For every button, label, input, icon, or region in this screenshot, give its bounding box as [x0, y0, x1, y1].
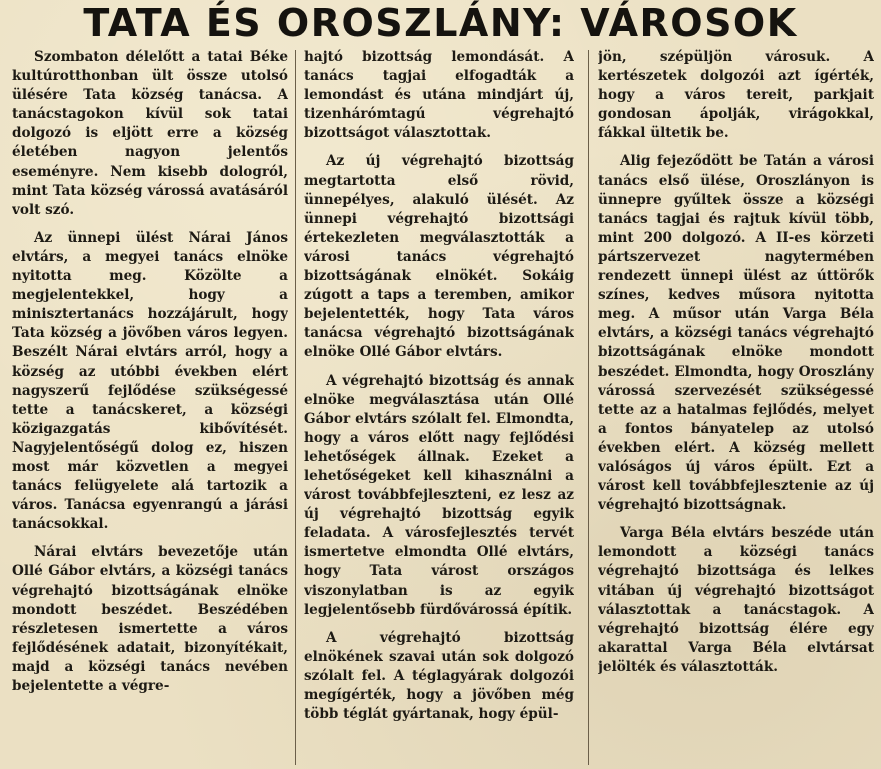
paragraph: Az új végrehajtó bizottság megtartotta első rövid, ünnepélyes, alakuló ülését. Az ünnepi végrehajtó bizottsági értekezleten megválasztották a városi tanács végrehajtó bizottságának elnökét. Sokáig zúgott a taps a teremben, amikor bejelentették, hogy Tata város tanácsa végrehajtó bizottságának elnöke Ollé Gábor elvtárs. — [304, 153, 574, 361]
paragraph: Varga Béla elvtárs beszéde után lemondott a községi tanács végrehajtó bizottsága és lelkes vitában új végrehajtó bizottságot választottak a tanácstagok. A végrehajtó bizottság élére egy akarattal Varga Béla elvtársat jelölték és választották. — [598, 525, 874, 675]
paragraph: hajtó bizottság lemondását. A tanács tagjai elfogadták a lemondást és utána mindjárt új, tizenhárómtagú végrehajtó bizottságot választottak. — [304, 49, 574, 142]
column-divider — [295, 50, 296, 765]
column-divider — [588, 50, 589, 765]
paragraph: A végrehajtó bizottság és annak elnöke megválasztása után Ollé Gábor elvtárs szólalt fel. Elmondta, hogy a város előtt nagy fejlődési lehetőségek állnak. Ezeket a lehetőségeket kell kihasználni a várost továbbfejleszteni, ez lesz az új végrehajtó bizottság egyik feladata. A városfejlesztés tervét ismertetve elmondta Ollé elvtárs, hogy Tata várost országos viszonylatban is az egyik legjelentősebb fürdővárossá építik. — [304, 372, 574, 618]
paragraph: Nárai elvtárs bevezetője után Ollé Gábor elvtárs, a községi tanács végrehajtó bizottságának elnöke mondott beszédet. Beszédében részletesen ismertette a város fejlődésének adatait, bizonyítékait, majd a községi tanács nevében bejelentette a végre- — [12, 544, 288, 694]
paragraph: Az ünnepi ülést Nárai János elvtárs, a megyei tanács elnöke nyitotta meg. Közölte a megjelentekkel, hogy a minisztertanács hozzájárult, hogy Tata község a jövőben város legyen. Beszélt Nárai elvtárs arról, hogy a község az utóbbi években elért nagyszerű fejlődése szükségessé tette a tanácskeret, a községi közigazgatás kibővítését. Nagyjelentőségű dolog ez, hiszen most már közvetlen a megyei tanács felügyelete alá tartozik a város. Tanácsa egyenrangú a járási tanácsokkal. — [12, 229, 288, 533]
article-column-3 — [598, 48, 874, 767]
article-column-2 — [304, 48, 574, 767]
paragraph: Szombaton délelőtt a tatai Béke kultúrotthonban ült össze utolsó ülésére Tata község tanácsa. A tanácstagokon kívül sok tatai dolgozó is eljött erre a község életében nagyon jelentős eseményre. Nem kisebb dologról, mint Tata község várossá avatásáról volt szó. — [12, 49, 288, 218]
headline: TATA ÉS OROSZLÁNY: VÁROSOK — [83, 1, 798, 45]
paragraph: jön, szépüljön városuk. A kertészetek dolgozói azt ígérték, hogy a város tereit, parkjait gondosan ápolják, virágokkal, fákkal ültetik be. — [598, 49, 874, 142]
article-column-1 — [12, 48, 288, 767]
paragraph: A végrehajtó bizottság elnökének szavai után sok dolgozó szólalt fel. A téglagyárak dolgozói megígérték, hogy a jövőben még több téglát gyártanak, hogy épül- — [304, 629, 574, 723]
paragraph: Alig fejeződött be Tatán a városi tanács első ülése, Oroszlányon is ünnepre gyűltek össze a községi tanács tagjai és rajtuk kívül több, mint 200 dolgozó. A II-es körzeti pártszervezet nagytermében rendezett ünnepi ülést az úttörők színes, kedves műsora nyitotta meg. A műsor után Varga Béla elvtárs, a községi tanács végrehajtó bizottságának elnöke mondott beszédet. Elmondta, hogy Oroszlány várossá szervezését szükségessé tette az a hatalmas fejlődés, melyet a fontos bányatelep az utolsó években elért. A község mellett valóságos új város épült. Ezt a várost kell továbbfejlesztenie az új végrehajtó bizottságnak. — [598, 153, 874, 514]
